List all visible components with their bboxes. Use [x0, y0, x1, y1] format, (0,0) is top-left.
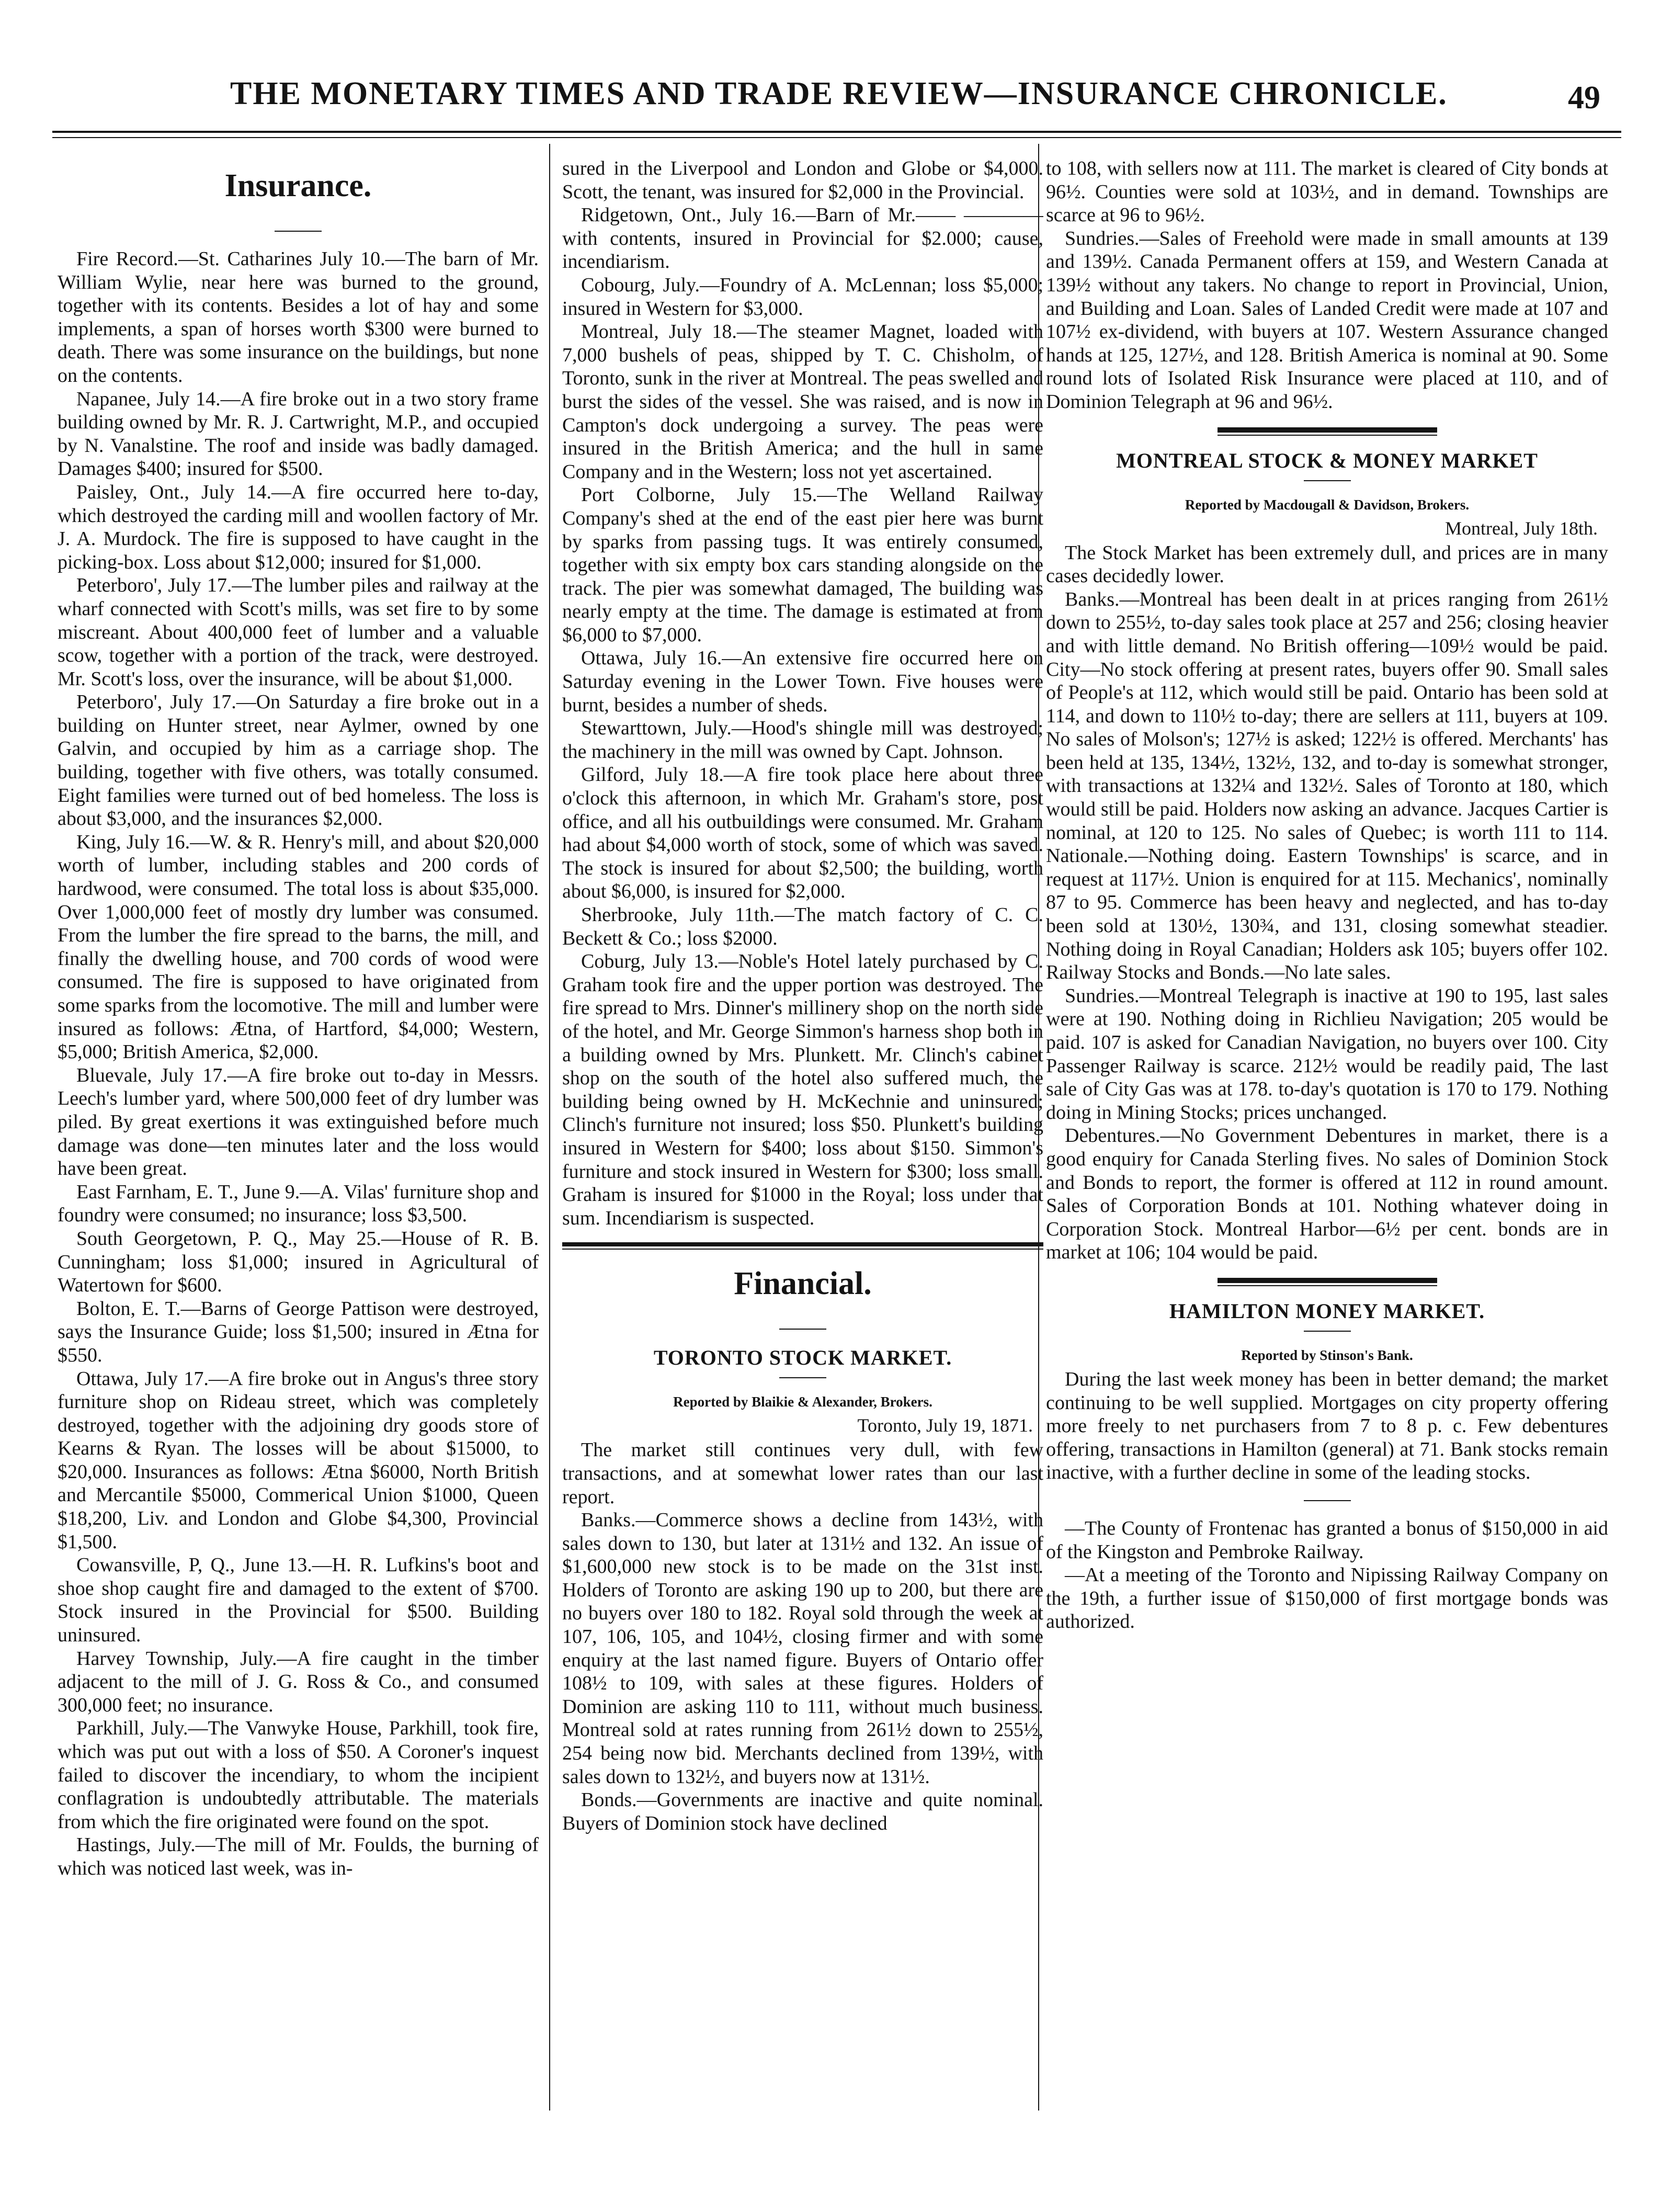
reporter-line: Reported by Stinson's Bank. [1241, 1347, 1413, 1363]
section-rule-thick [1218, 427, 1437, 433]
article-paragraph: Debentures.—No Government Debentures in market, there is a good enquiry for Canada Sterling fives. No sales of Dominion Stock and Bonds to report, the former is offered at 112 in round amount. Sales of Corporation Bonds at 101. Nothing whatever doing in Corporation Stock. Montreal Harbor—6½ per cent. bonds are in market at 106; 104 would be paid. [1046, 1125, 1608, 1264]
section-rule [1304, 480, 1351, 481]
article-paragraph: The market still continues very dull, with few transactions, and at somewhat lower rates than our last report. [562, 1439, 1043, 1508]
reporter-line: Reported by Macdougall & Davidson, Brokers. [1185, 496, 1470, 513]
article-paragraph: Hastings, July.—The mill of Mr. Foulds, the burning of which was noticed last week, was in- [58, 1834, 539, 1879]
article-paragraph: King, July 16.—W. & R. Henry's mill, and about $20,000 worth of lumber, including stables and 200 cords of hardwood, were consumed. The total loss is about $35,000. Over 1,000,000 feet of mostly dry lumber was consumed. From the lumber the fire spread to the barns, the mill, and finally the dwelling house, and 700 cords of wood were consumed. The fire is supposed to have originated from some sparks from the locomotive. The mill and lumber were insured as follows: Ætna, of Hartford, $4,000; Western, $5,000; British America, $2,000. [58, 831, 539, 1063]
article-paragraph: Peterboro', July 17.—On Saturday a fire broke out in a building on Hunter street, near Aylmer, owned by one Galvin, and occupied by him as a carriage shop. The building, together with five others, was totally consumed. Eight families were turned out of bed homeless. The loss is about $3,000, and the insurances $2,000. [58, 691, 539, 830]
column-3 [1046, 157, 1608, 2082]
article-paragraph: Ottawa, July 16.—An extensive fire occurred here on Saturday evening in the Lower Town. Five houses were burnt, besides a number of sheds. [562, 647, 1043, 716]
article-paragraph: Fire Record.—St. Catharines July 10.—The barn of Mr. William Wylie, near here was burned to the ground, together with its contents. Besides a lot of hay and some implements, a span of horses worth $300 were burned to death. There was some insurance on the buildings, but none on the contents. [58, 248, 539, 387]
article-paragraph: Stewarttown, July.—Hood's shingle mill was destroyed; the machinery in the mill was owned by Capt. Johnson. [562, 717, 1043, 763]
article-paragraph: Napanee, July 14.—A fire broke out in a two story frame building owned by Mr. R. J. Cartwright, M.P., and occupied by N. Vanalstine. The roof and inside was badly damaged. Damages $400; insured for $500. [58, 388, 539, 480]
insurance-heading: Insurance. [224, 168, 372, 203]
masthead-title: THE MONETARY TIMES AND TRADE REVIEW—INSURANCE CHRONICLE. [230, 76, 1448, 111]
article-paragraph: Bolton, E. T.—Barns of George Pattison were destroyed, says the Insurance Guide; loss $1,500; insured in Ætna for $550. [58, 1297, 539, 1366]
article-paragraph: to 108, with sellers now at 111. The market is cleared of City bonds at 96½. Counties were sold at 103½, and in demand. Townships are scarce at 96 to 96½. [1046, 157, 1608, 226]
header-rule [52, 131, 1621, 133]
article-paragraph: Peterboro', July 17.—The lumber piles and railway at the wharf connected with Scott's mills, was set fire to by some miscreant. About 400,000 feet of lumber and a valuable scow, together with a portion of the track, were destroyed. Mr. Scott's loss, over the insurance, will be about $1,000. [58, 574, 539, 690]
article-paragraph: Cobourg, July.—Foundry of A. McLennan; loss $5,000; insured in Western for $3,000. [562, 274, 1043, 320]
news-note: —At a meeting of the Toronto and Nipissing Railway Company on the 19th, a further issue of $150,000 of first mortgage bonds was authorized. [1046, 1564, 1608, 1633]
section-rule-thin [562, 1249, 1043, 1250]
article-paragraph: sured in the Liverpool and London and Globe or $4,000. Scott, the tenant, was insured for $2,000 in the Provincial. [562, 157, 1043, 203]
section-rule [1304, 1331, 1351, 1332]
article-paragraph: Sherbrooke, July 11th.—The match factory of C. C. Beckett & Co.; loss $2000. [562, 904, 1043, 949]
column-divider [549, 144, 550, 2111]
header-rule-thin [52, 137, 1621, 138]
column-2 [562, 157, 1043, 2082]
section-rule-thin [1218, 435, 1437, 436]
financial-heading: Financial. [734, 1266, 872, 1302]
article-paragraph: South Georgetown, P. Q., May 25.—House of R. B. Cunningham; loss $1,000; insured in Agricultural of Watertown for $600. [58, 1227, 539, 1297]
section-rule-thin [1218, 1285, 1437, 1286]
article-paragraph: Coburg, July 13.—Noble's Hotel lately purchased by C. Graham took fire and the upper portion was destroyed. The fire spread to Mrs. Dinner's millinery shop on the north side of the hotel, and Mr. George Simmon's harness shop both in a building owned by Mrs. Plunkett. Mr. Clinch's cabinet shop on the south of the hotel also suffered much, the building being owned by H. McKechnie and uninsured; Clinch's furniture not insured; loss $50. Plunkett's building insured in Western for $400; loss about $150. Simmon's furniture and stock insured in Western for $300; loss small. Graham is insured for $1000 in the Royal; loss under that sum. Incendiarism is suspected. [562, 950, 1043, 1229]
article-paragraph: Bluevale, July 17.—A fire broke out to-day in Messrs. Leech's lumber yard, where 500,000 feet of dry lumber was piled. By great exertions it was extinguished before much damage was done—ten minutes later and the loss would have been great. [58, 1064, 539, 1180]
article-paragraph: East Farnham, E. T., June 9.—A. Vilas' furniture shop and foundry were consumed; no insurance; loss $3,500. [58, 1181, 539, 1227]
column-1 [58, 157, 539, 2082]
section-rule [779, 1377, 826, 1378]
article-paragraph: Bonds.—Governments are inactive and quite nominal. Buyers of Dominion stock have declined [562, 1789, 1043, 1834]
page-number: 49 [1568, 80, 1600, 116]
page-header [52, 68, 1621, 126]
dateline: Montreal, July 18th. [1445, 517, 1598, 539]
article-paragraph: Ottawa, July 17.—A fire broke out in Angus's three story furniture shop on Rideau street, which was completely destroyed, together with the adjoining dry goods store of Kearns & Ryan. The losses will be about $15000, to $20,000. Insurances as follows: Ætna $6000, North British and Mercantile $5000, Commerical Union $1000, Queen $18,200, Liv. and London and Globe $4,300, Provincial $1,500. [58, 1367, 539, 1553]
article-paragraph: Ridgetown, Ont., July 16.—Barn of Mr.—— ————with contents, insured in Provincial for $2.000; cause, incendiarism. [562, 204, 1043, 273]
article-paragraph: During the last week money has been in better demand; the market continuing to be well supplied. Mortgages on city property offering more freely to net purchasers from 7 to 8 p. c. Few debentures offering, transactions in Hamilton (general) at 71. Bank stocks remain inactive, with a further decline in some of the leading stocks. [1046, 1368, 1608, 1484]
article-paragraph: Parkhill, July.—The Vanwyke House, Parkhill, took fire, which was put out with a loss of $50. A Coroner's inquest failed to discover the incendiary, to whom the incipient conflagration is undoubtedly attributable. The materials from which the fire originated were found on the spot. [58, 1717, 539, 1833]
montreal-market-heading: MONTREAL STOCK & MONEY MARKET [1116, 448, 1538, 472]
article-paragraph: Banks.—Montreal has been dealt in at prices ranging from 261½ down to 255½, to-day sales took place at 257 and 256; closing heavier and with little demand. No British offering—109½ would be paid. City—No stock offering at present rates, buyers offer 90. Small sales of People's at 112, which would still be paid. Ontario has been sold at 114, and down to 110½ to-day; there are sellers at 111, buyers at 109. No sales of Molson's; 127½ is asked; 122½ is offered. Merchants' has been held at 135, 134½, 132½, 132, and to-day is somewhat stronger, with transactions at 132¼ and 132½. Sales of Toronto at 180, which would still be paid. Holders now asking an advance. Jacques Cartier is nominal, at 120 to 125. No sales of Quebec; is worth 111 to 114. Nationale.—Nothing doing. Eastern Townships' is scarce, and in request at 117½. Union is enquired for at 115. Mechanics', nominally 87 to 95. Commerce has been heavy and neglected, and has to-day been sold at 130½, 130¾, and 131, closing somewhat steadier. Nothing doing in Royal Canadian; Holders ask 105; buyers offer 102. Railway Stocks and Bonds.—No late sales. [1046, 588, 1608, 984]
section-rule [275, 231, 322, 232]
article-paragraph: Montreal, July 18.—The steamer Magnet, loaded with 7,000 bushels of peas, shipped by T. C. Chisholm, of Toronto, sunk in the river at Montreal. The peas swelled and burst the sides of the vessel. She was raised, and is now in Campton's dock undergoing a survey. The peas were insured in the British America; and the hull in same Company and in the Western; loss not yet ascertained. [562, 321, 1043, 483]
dateline: Toronto, July 19, 1871. [857, 1415, 1033, 1436]
article-paragraph: Paisley, Ont., July 14.—A fire occurred here to-day, which destroyed the carding mill and woollen factory of Mr. J. A. Murdock. The fire is supposed to have caught in the picking-box. Loss about $12,000; insured for $1,000. [58, 481, 539, 573]
toronto-market-heading: TORONTO STOCK MARKET. [653, 1346, 952, 1370]
section-rule [779, 1329, 826, 1330]
section-rule-thick [562, 1242, 1043, 1246]
section-rule [1304, 1500, 1351, 1501]
article-paragraph: Sundries.—Montreal Telegraph is inactive at 190 to 195, last sales were at 190. Nothing doing in Richlieu Navigation; 205 would be paid. 107 is asked for Canadian Navigation, no buyers over 100. City Passenger Railway is scarce. 212½ would be readily paid, The last sale of City Gas was at 178. to-day's quotation is 170 to 179. Nothing doing in Mining Stocks; prices unchanged. [1046, 984, 1608, 1124]
article-paragraph: The Stock Market has been extremely dull, and prices are in many cases decidedly lower. [1046, 541, 1608, 587]
reporter-line: Reported by Blaikie & Alexander, Brokers. [673, 1394, 932, 1410]
article-paragraph: Harvey Township, July.—A fire caught in the timber adjacent to the mill of J. G. Ross & Co., and consumed 300,000 feet; no insurance. [58, 1647, 539, 1716]
news-note: —The County of Frontenac has granted a bonus of $150,000 in aid of the Kingston and Pembroke Railway. [1046, 1517, 1608, 1563]
section-rule-thick [1218, 1278, 1437, 1283]
article-paragraph: Port Colborne, July 15.—The Welland Railway Company's shed at the end of the east pier here was burnt by sparks from passing tugs. It was entirely consumed, together with six empty box cars standing alongside on the track. The pier was somewhat damaged, The building was nearly empty at the time. The damage is estimated at from $6,000 to $7,000. [562, 484, 1043, 646]
article-paragraph: Cowansville, P, Q., June 13.—H. R. Lufkins's boot and shoe shop caught fire and damaged to the extent of $700. Stock insured in the Provincial for $500. Building uninsured. [58, 1554, 539, 1647]
article-paragraph: Gilford, July 18.—A fire took place here about three o'clock this afternoon, in which Mr. Graham's store, post office, and all his outbuildings were consumed. Mr. Graham had about $4,000 worth of stock, some of which was saved. The stock is insured for about $2,500; the building, worth about $6,000, is insured for $2,000. [562, 764, 1043, 903]
hamilton-market-heading: HAMILTON MONEY MARKET. [1169, 1299, 1485, 1323]
article-paragraph: Banks.—Commerce shows a decline from 143½, with sales down to 130, but later at 131½ and 132. An issue of $1,600,000 new stock is to be made on the 31st inst. Holders of Toronto are asking 190 up to 200, but there are no buyers over 180 to 182. Royal sold through the week at 107, 106, 105, and 104½, closing firmer and with some enquiry at the last named figure. Buyers of Ontario offer 108½ to 109, with sales at these figures. Holders of Dominion are asking 110 to 111, without much business. Montreal sold at rates running from 261½ down to 255½, 254 being now bid. Merchants declined from 139½, with sales down to 132½, and buyers now at 131½. [562, 1509, 1043, 1788]
article-paragraph: Sundries.—Sales of Freehold were made in small amounts at 139 and 139½. Canada Permanent offers at 159, and Western Canada at 139½ without any takers. No change to report in Provincial, Union, and Building and Loan. Sales of Landed Credit were made at 107 and 107½ ex-dividend, with buyers at 107. Western Assurance changed hands at 125, 127½, and 128. British America is nominal at 90. Some round lots of Isolated Risk Insurance were placed at 110, and of Dominion Telegraph at 96 and 96½. [1046, 227, 1608, 413]
